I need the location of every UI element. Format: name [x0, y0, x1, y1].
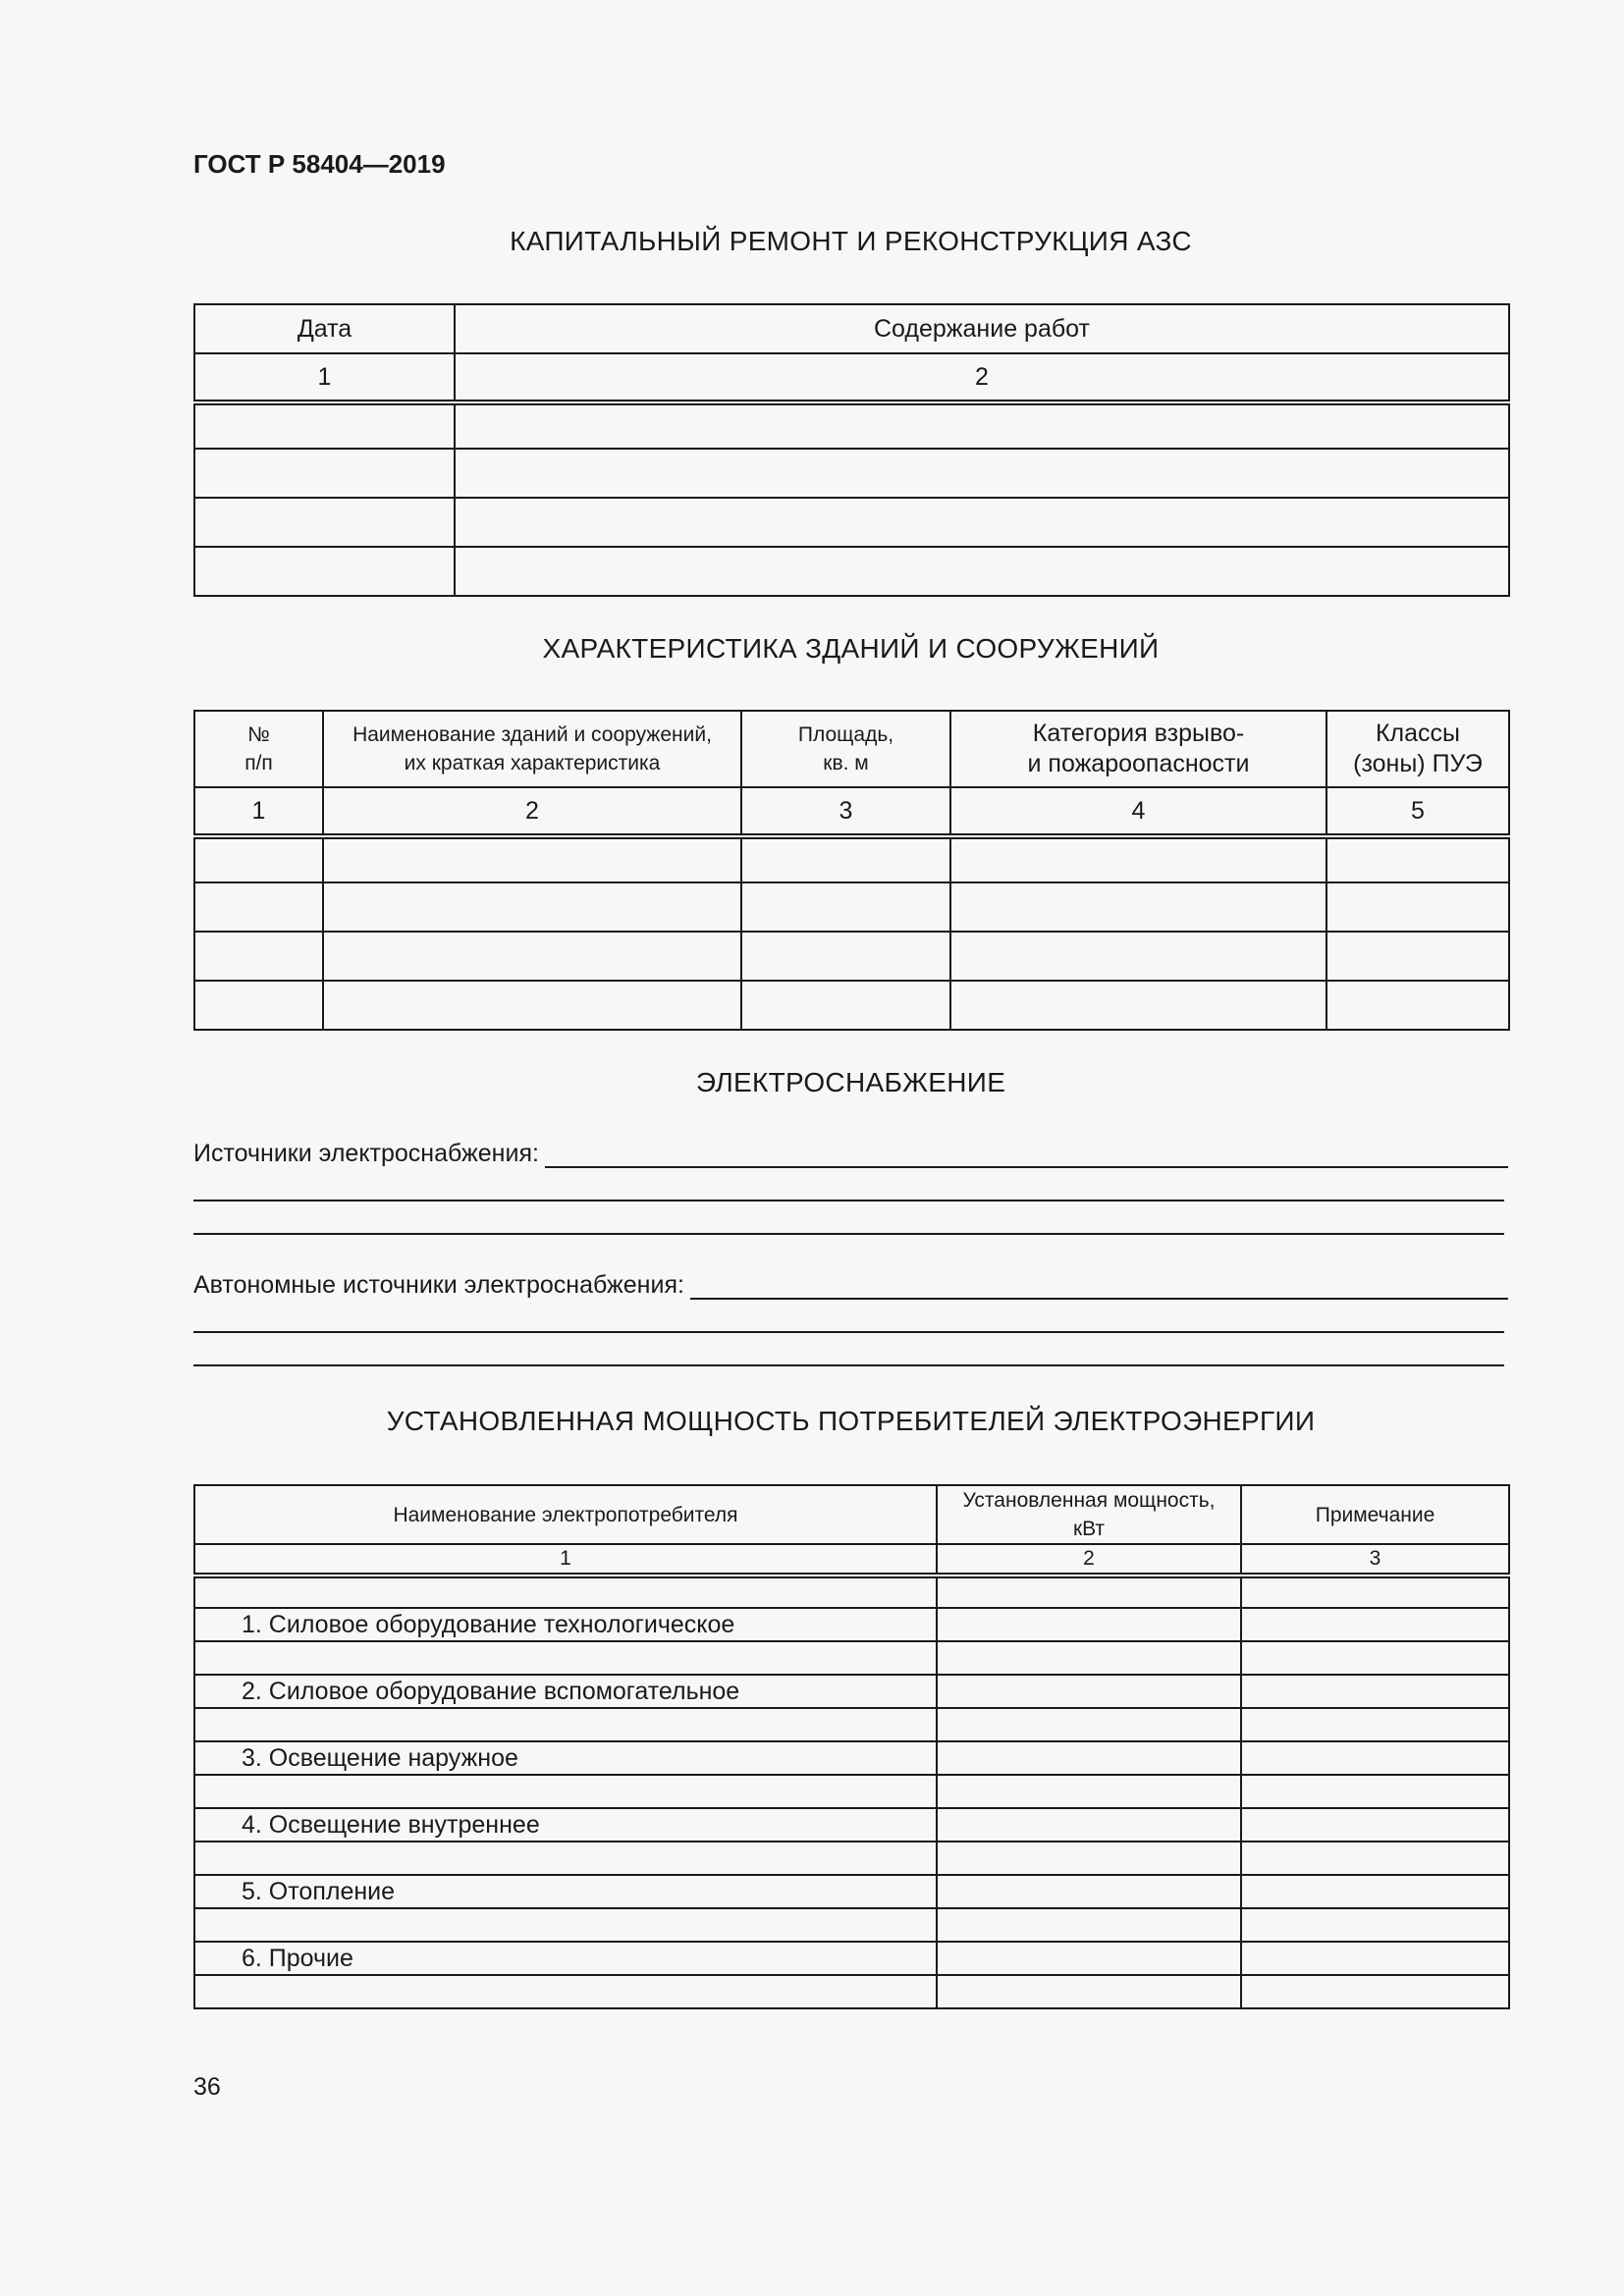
table-cell: [741, 882, 950, 932]
table-cell: [194, 981, 323, 1030]
table-cell: [323, 932, 741, 981]
column-header-area: Площадь, кв. м: [741, 711, 950, 787]
table-cell: [1326, 932, 1509, 981]
table-cell: [455, 498, 1509, 547]
column-header-note: Примечание: [1241, 1485, 1509, 1544]
column-header-building-name: Наименование зданий и сооружений, их краткая характеристика: [323, 711, 741, 787]
table-header-row: [194, 304, 1509, 353]
consumer-item: 1. Силовое оборудование технологическое: [194, 1608, 937, 1641]
table-row: [194, 1608, 1509, 1641]
table-cell: [950, 981, 1326, 1030]
column-number-row: [194, 353, 1509, 402]
table-row: [194, 498, 1509, 547]
consumer-item: 6. Прочие: [194, 1942, 937, 1975]
column-header-installed-power: Установленная мощность, кВт: [937, 1485, 1241, 1544]
table-cell: [194, 1842, 937, 1875]
table-row: [194, 932, 1509, 981]
column-number: 1: [194, 353, 455, 402]
table-cell: [194, 1975, 937, 2008]
table-cell: [1241, 1708, 1509, 1741]
table-cell: [1241, 1808, 1509, 1842]
fill-line: [690, 1274, 1508, 1300]
column-number: 2: [937, 1544, 1241, 1575]
column-header-work-content: Содержание работ: [455, 304, 1509, 353]
consumer-item: 2. Силовое оборудование вспомогательное: [194, 1675, 937, 1708]
table-cell: [1241, 1875, 1509, 1908]
power-sources-field: [193, 1140, 1508, 1168]
column-header-hazard-category: Категория взрыво- и пожароопасности: [950, 711, 1326, 787]
fill-line: [193, 1200, 1504, 1201]
consumer-item: 3. Освещение наружное: [194, 1741, 937, 1775]
table-cell: [1241, 1608, 1509, 1641]
document-code: ГОСТ Р 58404—2019: [193, 149, 446, 179]
table-cell: [1326, 882, 1509, 932]
table-cell: [1241, 1675, 1509, 1708]
table-cell: [194, 1908, 937, 1942]
section-title-power-supply: ЭЛЕКТРОСНАБЖЕНИЕ: [695, 1067, 1006, 1097]
table-cell: [323, 882, 741, 932]
table-row: [194, 547, 1509, 596]
table-cell: [937, 1708, 1241, 1741]
table-cell: [937, 1875, 1241, 1908]
fill-line: [545, 1143, 1508, 1168]
table-cell: [194, 932, 323, 981]
table-row: [194, 1741, 1509, 1775]
table-cell: [1241, 1775, 1509, 1808]
column-number-row: [194, 1544, 1509, 1575]
table-cell: [194, 836, 323, 882]
autonomous-sources-field: [193, 1271, 1508, 1300]
table-row: [194, 1641, 1509, 1675]
table-cell: [323, 836, 741, 882]
table-cell: [194, 1775, 937, 1808]
table-cell: [194, 498, 455, 547]
table-row: [194, 1942, 1509, 1975]
table-cell: [937, 1942, 1241, 1975]
table-row: [194, 882, 1509, 932]
power-sources-label: Источники электроснабжения:: [193, 1140, 539, 1167]
table-cell: [1241, 1842, 1509, 1875]
column-header-consumer-name: Наименование электропотребителя: [194, 1485, 937, 1544]
table-cell: [1241, 1575, 1509, 1608]
table-cell: [937, 1741, 1241, 1775]
section-title-buildings: ХАРАКТЕРИСТИКА ЗДАНИЙ И СООРУЖЕНИЙ: [542, 633, 1160, 664]
table-cell: [323, 981, 741, 1030]
consumer-item: 5. Отопление: [194, 1875, 937, 1908]
table-cell: [194, 1708, 937, 1741]
fill-line: [193, 1233, 1504, 1235]
table-cell: [937, 1808, 1241, 1842]
table-cell: [194, 882, 323, 932]
column-number: 1: [194, 787, 323, 836]
table-row: [194, 1875, 1509, 1908]
column-number: 5: [1326, 787, 1509, 836]
table-cell: [950, 836, 1326, 882]
table-row: [194, 1575, 1509, 1608]
column-number: 4: [950, 787, 1326, 836]
table-cell: [937, 1908, 1241, 1942]
column-header-number: № п/п: [194, 711, 323, 787]
table-cell: [194, 547, 455, 596]
buildings-table: [193, 710, 1510, 1031]
table-cell: [1241, 1741, 1509, 1775]
installed-power-table: [193, 1484, 1510, 2009]
table-row: [194, 1842, 1509, 1875]
column-header-date: Дата: [194, 304, 455, 353]
column-number: 3: [741, 787, 950, 836]
table-cell: [1326, 981, 1509, 1030]
column-number: 2: [455, 353, 1509, 402]
table-cell: [194, 1575, 937, 1608]
table-row: [194, 836, 1509, 882]
table-cell: [741, 836, 950, 882]
fill-line: [193, 1364, 1504, 1366]
table-row: [194, 1808, 1509, 1842]
autonomous-sources-label: Автономные источники электроснабжения:: [193, 1271, 684, 1299]
table-cell: [741, 981, 950, 1030]
table-row: [194, 402, 1509, 449]
table-cell: [937, 1575, 1241, 1608]
table-cell: [937, 1842, 1241, 1875]
table-row: [194, 981, 1509, 1030]
table-header-row: [194, 711, 1509, 787]
column-header-pue-class: Классы (зоны) ПУЭ: [1326, 711, 1509, 787]
capital-repair-table: [193, 303, 1510, 597]
table-row: [194, 1975, 1509, 2008]
table-cell: [455, 547, 1509, 596]
table-cell: [455, 449, 1509, 498]
consumer-item: 4. Освещение внутреннее: [194, 1808, 937, 1842]
table-cell: [741, 932, 950, 981]
table-cell: [194, 402, 455, 449]
table-cell: [1326, 836, 1509, 882]
fill-line: [193, 1331, 1504, 1333]
table-cell: [455, 402, 1509, 449]
column-number: 1: [194, 1544, 937, 1575]
table-cell: [1241, 1942, 1509, 1975]
table-cell: [194, 449, 455, 498]
table-cell: [194, 1641, 937, 1675]
table-cell: [950, 932, 1326, 981]
column-number-row: [194, 787, 1509, 836]
table-cell: [1241, 1975, 1509, 2008]
table-row: [194, 449, 1509, 498]
table-row: [194, 1675, 1509, 1708]
table-cell: [937, 1775, 1241, 1808]
table-row: [194, 1908, 1509, 1942]
table-row: [194, 1708, 1509, 1741]
section-title-installed-power: УСТАНОВЛЕННАЯ МОЩНОСТЬ ПОТРЕБИТЕЛЕЙ ЭЛЕКТРОЭНЕРГИИ: [386, 1406, 1316, 1436]
table-row: [194, 1775, 1509, 1808]
table-cell: [937, 1675, 1241, 1708]
column-number: 2: [323, 787, 741, 836]
table-cell: [950, 882, 1326, 932]
table-cell: [937, 1975, 1241, 2008]
table-cell: [1241, 1908, 1509, 1942]
table-cell: [1241, 1641, 1509, 1675]
page-number: 36: [193, 2073, 221, 2101]
table-header-row: [194, 1485, 1509, 1544]
column-number: 3: [1241, 1544, 1509, 1575]
table-cell: [937, 1641, 1241, 1675]
table-cell: [937, 1608, 1241, 1641]
section-title-capital-repair: КАПИТАЛЬНЫЙ РЕМОНТ И РЕКОНСТРУКЦИЯ АЗС: [510, 226, 1192, 256]
